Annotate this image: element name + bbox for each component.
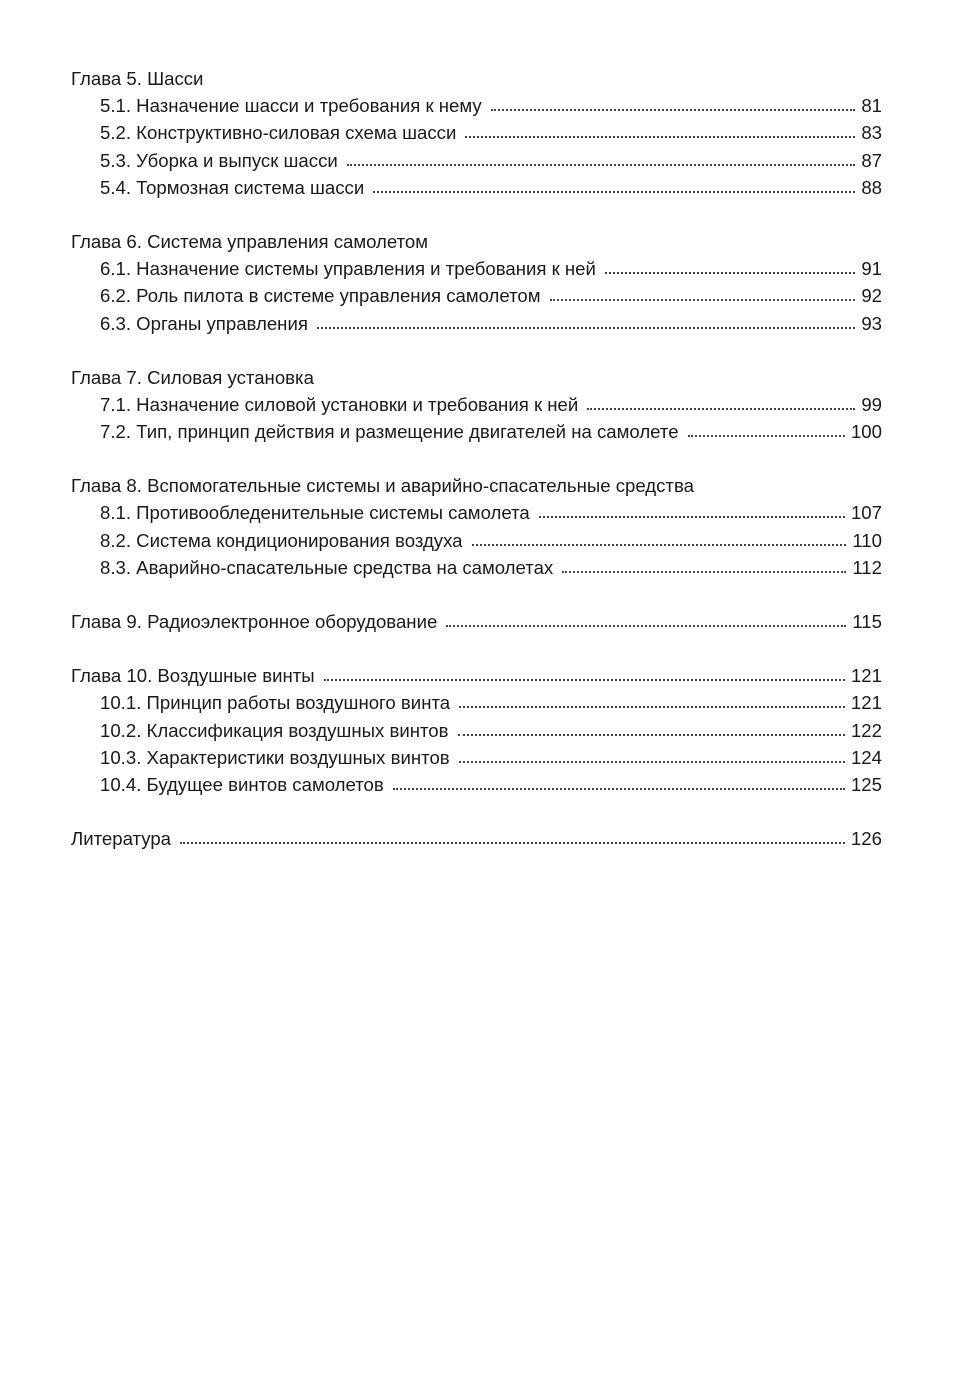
toc-chapter-heading[interactable] bbox=[71, 472, 882, 499]
dot-leader bbox=[317, 326, 855, 329]
toc-page-number: 121 bbox=[850, 665, 882, 687]
toc-page-number: 81 bbox=[861, 95, 882, 117]
toc-chapter-heading[interactable] bbox=[71, 65, 882, 92]
toc-chapter-heading[interactable] bbox=[71, 825, 882, 852]
dot-leader bbox=[459, 760, 845, 763]
toc-entry[interactable] bbox=[71, 255, 882, 282]
toc-page-number: 83 bbox=[861, 122, 882, 144]
toc-chapter-heading[interactable] bbox=[71, 228, 882, 255]
toc-entry-title: 10.4. Будущее винтов самолетов bbox=[100, 773, 384, 795]
toc-entry-title: 5.1. Назначение шасси и требования к нему bbox=[100, 95, 482, 117]
toc-entry-title: 10.3. Характеристики воздушных винтов bbox=[100, 746, 450, 768]
toc-entry[interactable] bbox=[71, 418, 882, 445]
dot-leader bbox=[393, 787, 845, 790]
toc-entry-title: 7.2. Тип, принцип действия и размещение двигателей на самолете bbox=[100, 421, 679, 443]
dot-leader bbox=[373, 190, 855, 193]
dot-leader bbox=[459, 705, 845, 708]
toc-entry[interactable] bbox=[71, 771, 882, 798]
toc-entry[interactable] bbox=[71, 282, 882, 309]
toc-page-number: 110 bbox=[852, 529, 882, 551]
dot-leader bbox=[347, 163, 856, 166]
toc-page-number: 92 bbox=[861, 285, 882, 307]
toc-entry-title: 6.1. Назначение системы управления и требования к ней bbox=[100, 258, 596, 280]
dot-leader bbox=[491, 108, 856, 111]
toc-chapter-title: Глава 6. Система управления самолетом bbox=[71, 230, 429, 252]
toc-entry-title: 5.4. Тормозная система шасси bbox=[100, 176, 365, 198]
toc-chapter bbox=[71, 825, 882, 852]
toc-entry-title: 8.2. Система кондиционирования воздуха bbox=[100, 529, 463, 551]
toc-entry-title: 5.2. Конструктивно-силовая схема шасси bbox=[100, 122, 457, 144]
dot-leader bbox=[562, 570, 846, 573]
toc-chapter bbox=[71, 662, 882, 798]
toc-entry[interactable] bbox=[71, 717, 882, 744]
toc-page-number: 100 bbox=[850, 421, 882, 443]
toc-chapter bbox=[71, 65, 882, 201]
dot-leader bbox=[587, 407, 855, 410]
toc-entry[interactable] bbox=[71, 310, 882, 337]
dot-leader bbox=[539, 515, 845, 518]
toc-chapter bbox=[71, 608, 882, 635]
toc-entry[interactable] bbox=[71, 92, 882, 119]
toc-chapter-title: Глава 9. Радиоэлектронное оборудование bbox=[71, 611, 438, 632]
dot-leader bbox=[324, 678, 845, 681]
toc-page-number: 126 bbox=[850, 828, 882, 850]
toc-page-number: 91 bbox=[861, 258, 882, 280]
toc-chapter-title: Глава 8. Вспомогательные системы и аварийно-спасательные средства bbox=[71, 475, 694, 497]
toc-page-number: 88 bbox=[861, 176, 882, 198]
toc-page-number: 115 bbox=[852, 611, 882, 632]
toc-entry-title: 7.1. Назначение силовой установки и требования к ней bbox=[100, 393, 579, 415]
toc-entry-title: 8.1. Противообледенительные системы самолета bbox=[100, 502, 530, 524]
dot-leader bbox=[180, 841, 845, 844]
toc-page-number: 125 bbox=[850, 773, 882, 795]
toc-chapter-heading[interactable] bbox=[71, 662, 882, 689]
toc-entry[interactable] bbox=[71, 527, 882, 554]
toc-page-number: 107 bbox=[850, 502, 882, 524]
toc-chapter-heading[interactable] bbox=[71, 608, 882, 635]
dot-leader bbox=[446, 624, 846, 627]
dot-leader bbox=[472, 543, 847, 546]
toc-chapter-title: Глава 7. Силовая установка bbox=[71, 366, 314, 388]
toc-page-number: 124 bbox=[850, 746, 882, 768]
toc-page-number: 122 bbox=[850, 719, 882, 741]
dot-leader bbox=[550, 298, 856, 301]
toc-chapter-title: Глава 10. Воздушные винты bbox=[71, 665, 315, 687]
toc-entry[interactable] bbox=[71, 119, 882, 146]
toc-page-number: 87 bbox=[861, 149, 882, 171]
toc-chapter-heading[interactable] bbox=[71, 364, 882, 391]
toc-chapter bbox=[71, 472, 882, 581]
toc-chapter bbox=[71, 364, 882, 446]
dot-leader bbox=[605, 271, 855, 274]
toc-page-number: 112 bbox=[852, 556, 882, 578]
toc-entry-title: 5.3. Уборка и выпуск шасси bbox=[100, 149, 338, 171]
toc-entry-title: 6.3. Органы управления bbox=[100, 312, 308, 334]
dot-leader bbox=[458, 733, 845, 736]
toc-chapter-title: Глава 5. Шасси bbox=[71, 68, 204, 89]
dot-leader bbox=[688, 434, 845, 437]
toc-chapter bbox=[71, 228, 882, 337]
toc-entry-title: 10.1. Принцип работы воздушного винта bbox=[100, 692, 451, 714]
toc-entry[interactable] bbox=[71, 499, 882, 526]
toc-entry[interactable] bbox=[71, 689, 882, 716]
toc-entry[interactable] bbox=[71, 147, 882, 174]
toc-page-number: 99 bbox=[861, 393, 882, 415]
toc-page-number: 93 bbox=[861, 312, 882, 334]
table-of-contents bbox=[71, 65, 882, 879]
toc-entry-title: 10.2. Классификация воздушных винтов bbox=[100, 719, 449, 741]
dot-leader bbox=[465, 135, 855, 138]
toc-entry-title: 6.2. Роль пилота в системе управления самолетом bbox=[100, 285, 541, 307]
toc-entry[interactable] bbox=[71, 174, 882, 201]
toc-entry[interactable] bbox=[71, 554, 882, 581]
toc-page-number: 121 bbox=[850, 692, 882, 714]
toc-entry[interactable] bbox=[71, 391, 882, 418]
toc-entry[interactable] bbox=[71, 744, 882, 771]
toc-entry-title: 8.3. Аварийно-спасательные средства на самолетах bbox=[100, 556, 554, 578]
toc-chapter-title: Литература bbox=[71, 828, 172, 850]
